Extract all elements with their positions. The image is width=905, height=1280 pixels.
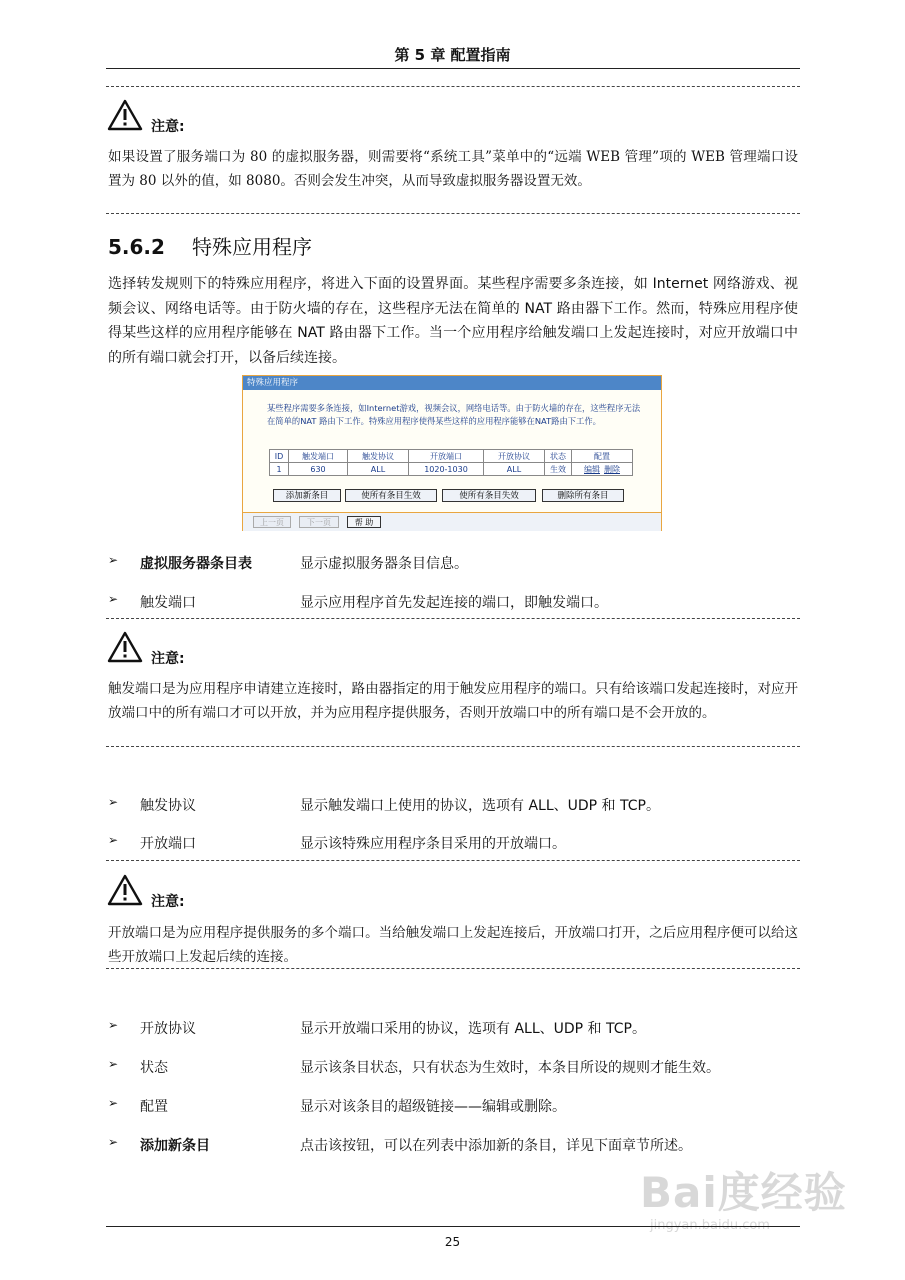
arrow-bullet-icon: ➢ [108, 1135, 119, 1149]
item-description: 显示该条目状态，只有状态为生效时，本条目所设的规则才能生效。 [300, 1060, 720, 1076]
table-row [270, 463, 633, 476]
item-description: 点击该按钮，可以在列表中添加新的条目，详见下面章节所述。 [300, 1138, 692, 1154]
section-number: 5.6.2 [108, 235, 165, 259]
cell-id: 1 [270, 463, 289, 476]
item-description: 显示虚拟服务器条目信息。 [300, 556, 468, 572]
enable-all-button[interactable]: 使所有条目生效 [345, 489, 437, 502]
cell-config [572, 463, 633, 476]
col-header: 配置 [572, 450, 633, 463]
item-description: 显示开放端口采用的协议，选项有 ALL、UDP 和 TCP。 [300, 1021, 646, 1037]
col-header: ID [270, 450, 289, 463]
intro-paragraph: 选择转发规则下的特殊应用程序，将进入下面的设置界面。某些程序需要多条连接，如 Internet 网络游戏、视频会议、网络电话等。由于防火墙的存在，这些程序无法在简单的 NAT 路由器下工作。然而，特殊应用程序使得某些这样的应用程序能够在 NAT 路由器下工作。当一个应用程序给触发端口上发起连接时，对应开放端口中的所有端口就会打开，以备后续连接。 [108, 276, 798, 366]
note-divider-top [106, 86, 800, 87]
watermark-url: jingyan.baidu.com [650, 1218, 770, 1233]
panel-title: 特殊应用程序 [243, 376, 661, 390]
note-divider-top [106, 618, 800, 619]
cell-open-port: 1020-1030 [409, 463, 484, 476]
note-text: 如果设置了服务端口为 80 的虚拟服务器，则需要将“系统工具”菜单中的“远端 WEB 管理”项的 WEB 管理端口设置为 80 以外的值，如 8080。否则会发生冲突，从而导致虚拟服务器设置无效。 [108, 149, 798, 189]
panel-description: 某些程序需要多条连接，如Internet游戏，视频会议，网络电话等。由于防火墙的存在，这些程序无法在简单的NAT 路由下工作。特殊应用程序使得某些这样的应用程序能够在NAT路由下工作。 [267, 403, 641, 426]
note-divider-bottom [106, 746, 800, 747]
panel-nav-row [243, 512, 661, 531]
cell-open-protocol: ALL [484, 463, 545, 476]
page-header-title: 第 5 章 配置指南 [394, 46, 511, 64]
footer-rule [106, 1226, 800, 1227]
prev-page-button[interactable]: 上一页 [253, 516, 291, 528]
warning-icon [107, 631, 143, 663]
page-number: 25 [444, 1235, 461, 1249]
item-label: 触发端口 [140, 595, 196, 611]
delete-all-button[interactable]: 删除所有条目 [542, 489, 624, 502]
header-rule [106, 68, 800, 69]
item-label: 虚拟服务器条目表 [140, 556, 252, 572]
rules-table [269, 449, 633, 476]
note-divider-top [106, 860, 800, 861]
baidu-watermark [640, 1140, 850, 1240]
col-header: 状态 [545, 450, 572, 463]
item-description: 显示该特殊应用程序条目采用的开放端口。 [300, 836, 566, 852]
table-header-row [270, 450, 633, 463]
note-label: 注意: [151, 119, 185, 135]
arrow-bullet-icon: ➢ [108, 795, 119, 809]
item-description: 显示对该条目的超级链接——编辑或删除。 [300, 1099, 566, 1115]
disable-all-button[interactable]: 使所有条目失效 [442, 489, 536, 502]
item-label: 添加新条目 [140, 1138, 210, 1154]
arrow-bullet-icon: ➢ [108, 1096, 119, 1110]
warning-icon [107, 874, 143, 906]
note-text: 触发端口是为应用程序申请建立连接时，路由器指定的用于触发应用程序的端口。只有给该端口发起连接时，对应开放端口中的所有端口才可以开放，并为应用程序提供服务，否则开放端口中的所有端口是不会开放的。 [108, 681, 798, 721]
item-label: 触发协议 [140, 798, 196, 814]
arrow-bullet-icon: ➢ [108, 1057, 119, 1071]
next-page-button[interactable]: 下一页 [299, 516, 339, 528]
warning-icon [107, 99, 143, 131]
col-header: 触发端口 [289, 450, 348, 463]
note-divider-bottom [106, 213, 800, 214]
item-label: 开放端口 [140, 836, 196, 852]
arrow-bullet-icon: ➢ [108, 1018, 119, 1032]
cell-trigger-port: 630 [289, 463, 348, 476]
note-text: 开放端口是为应用程序提供服务的多个端口。当给触发端口上发起连接后，开放端口打开，之后应用程序便可以给这些开放端口上发起后续的连接。 [108, 925, 798, 965]
watermark-logo: Bai度经验 [640, 1168, 847, 1217]
add-entry-button[interactable]: 添加新条目 [273, 489, 341, 502]
special-app-panel [242, 375, 662, 531]
item-label: 开放协议 [140, 1021, 196, 1037]
section-title: 特殊应用程序 [192, 235, 312, 259]
item-description: 显示应用程序首先发起连接的端口，即触发端口。 [300, 595, 608, 611]
arrow-bullet-icon: ➢ [108, 592, 119, 606]
note-label: 注意: [151, 894, 185, 910]
item-label: 配置 [140, 1099, 168, 1115]
arrow-bullet-icon: ➢ [108, 553, 119, 567]
section-heading [108, 231, 312, 260]
delete-link[interactable]: 删除 [604, 464, 620, 474]
note-label: 注意: [151, 651, 185, 667]
cell-trigger-protocol: ALL [348, 463, 409, 476]
arrow-bullet-icon: ➢ [108, 833, 119, 847]
col-header: 开放协议 [484, 450, 545, 463]
note-divider-bottom [106, 968, 800, 969]
item-label: 状态 [140, 1060, 168, 1076]
help-button[interactable]: 帮 助 [347, 516, 381, 528]
col-header: 触发协议 [348, 450, 409, 463]
item-description: 显示触发端口上使用的协议，选项有 ALL、UDP 和 TCP。 [300, 798, 660, 814]
edit-link[interactable]: 编辑 [584, 464, 600, 474]
cell-status: 生效 [545, 463, 572, 476]
col-header: 开放端口 [409, 450, 484, 463]
